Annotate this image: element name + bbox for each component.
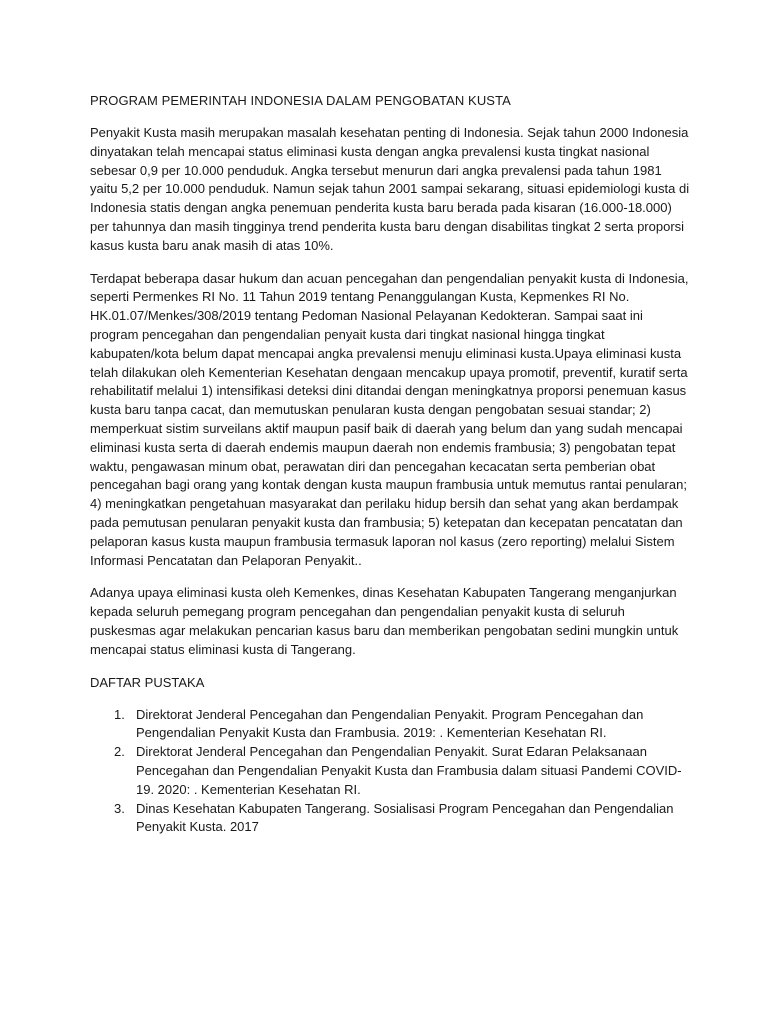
document-title: PROGRAM PEMERINTAH INDONESIA DALAM PENGOBATAN KUSTA (90, 93, 511, 108)
reference-text: Dinas Kesehatan Kabupaten Tangerang. Sosialisasi Program Pencegahan dan Pengendalian Penyakit Kusta. 2017 (136, 800, 674, 835)
paragraph-intro: Penyakit Kusta masih merupakan masalah kesehatan penting di Indonesia. Sejak tahun 2000 Indonesia dinyatakan telah mencapai status eliminasi kusta dengan angka prevalensi kusta tingkat nasional sebesar 0,9 per 10.000 penduduk. Angka tersebut menurun dari angka prevalensi pada tahun 1981 yaitu 5,2 per 10.000 penduduk. Namun sejak tahun 2001 sampai sekarang, situasi epidemiologi kusta di Indonesia statis dengan angka penemuan penderita kusta baru berada pada kisaran (16.000-18.000) per tahunnya dan masih tingginya trend penderita kusta baru dengan disabilitas tingkat 2 serta proporsi kasus kusta baru anak masih di atas 10%. (90, 125, 690, 253)
reference-number: 1. (114, 706, 125, 722)
references-list (90, 706, 690, 838)
reference-item (90, 800, 690, 838)
reference-number: 2. (114, 744, 125, 760)
reference-item (90, 743, 690, 799)
paragraph-tangerang: Adanya upaya eliminasi kusta oleh Kemenkes, dinas Kesehatan Kabupaten Tangerang menganjurkan kepada seluruh pemegang program pencegahan dan pengendalian penyakit kusta di seluruh puskesmas agar melakukan pencarian kasus baru dan memberikan pengobatan sedini mungkin untuk mencapai status eliminasi kusta di Tangerang. (90, 585, 679, 657)
reference-text: Direktorat Jenderal Pencegahan dan Pengendalian Penyakit. Program Pencegahan dan Pengendalian Penyakit Kusta dan Frambusia. 2019: . Kementerian Kesehatan RI. (136, 706, 644, 741)
document-page (90, 92, 690, 837)
paragraph-legal-basis: Terdapat beberapa dasar hukum dan acuan pencegahan dan pengendalian penyakit kusta di Indonesia, seperti Permenkes RI No. 11 Tahun 2019 tentang Penanggulangan Kusta, Kepmenkes RI No. HK.01.07/Menkes/308/2019 tentang Pedoman Nasional Pelayanan Kedokteran. Sampai saat ini program pencegahan dan pengendalian penyait kusta dari tingkat nasional hingga tingkat kabupaten/kota belum dapat mencapai angka prevalensi menuju eliminasi kusta.Upaya eliminasi kusta telah dilakukan oleh Kementerian Kesehatan dengaan mencakup upaya promotif, preventif, kuratif serta rehabilitatif melalui 1) intensifikasi deteksi dini ditandai dengan meningkatnya proporsi penemuan kasus kusta baru tanpa cacat, dan memutuskan penularan kusta dengan pengobatan sesuai standar; 2) memperkuat sistim surveilans aktif maupun pasif baik di daerah yang belum dan yang sudah mencapai eliminasi kusta serta di daerah endemis maupun daerah non endemis frambusia; 3) pengobatan tepat waktu, pengawasan minum obat, perawatan diri dan pencegahan kecacatan serta pemberian obat pencegahan bagi orang yang kontak dengan kusta maupun frambusia untuk memutus rantai penularan; 4) meningkatkan pengetahuan masyarakat dan perilaku hidup bersih dan sehat yang akan berdampak pada pemutusan penularan penyakit kusta dan frambusia; 5) ketepatan dan kecepatan pencatatan dan pelaporan kasus kusta maupun frambusia termasuk laporan nol kasus (zero reporting) melalui Sistem Informasi Pencatatan dan Pelaporan Penyakit.. (90, 270, 689, 568)
reference-text: Direktorat Jenderal Pencegahan dan Pengendalian Penyakit. Surat Edaran Pelaksanaan Pencegahan dan Pengendalian Penyakit Kusta dan Frambusia dalam situasi Pandemi COVID-19. 2020: . Kementerian Kesehatan RI. (136, 744, 682, 797)
reference-number: 3. (114, 800, 125, 816)
reference-item (90, 706, 690, 744)
references-heading: DAFTAR PUSTAKA (90, 674, 205, 690)
